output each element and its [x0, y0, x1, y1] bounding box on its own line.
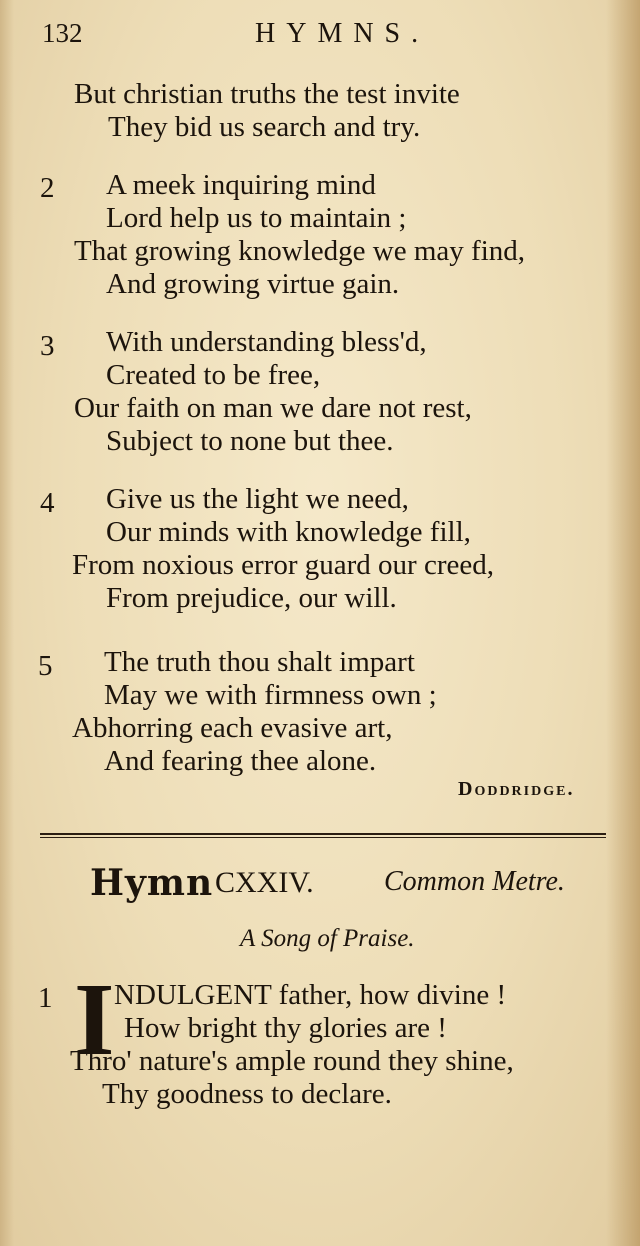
section-divider — [40, 833, 606, 835]
section-divider-thin — [40, 837, 606, 838]
hymn-metre: Common Metre. — [384, 866, 565, 897]
verse-line: From prejudice, our will. — [106, 582, 397, 614]
stanza-number: 5 — [38, 650, 53, 682]
verse-line: Our minds with knowledge fill, — [106, 516, 471, 548]
verse-line: Lord help us to maintain ; — [106, 202, 407, 234]
page-edge-shadow-left — [0, 0, 14, 1246]
verse-line: Abhorring each evasive art, — [72, 712, 393, 744]
stanza-number: 3 — [40, 330, 55, 362]
verse-line: Thro' nature's ample round they shine, — [70, 1045, 514, 1077]
verse-line: The truth thou shalt impart — [104, 646, 415, 678]
verse-line: And growing virtue gain. — [106, 268, 400, 300]
verse-line: Created to be free, — [106, 359, 321, 391]
stanza-number: 2 — [40, 172, 55, 204]
verse-line: NDULGENT father, how divine ! — [114, 979, 507, 1011]
hymn-subtitle: A Song of Praise. — [240, 925, 415, 952]
verse-line: And fearing thee alone. — [104, 745, 377, 777]
verse-line: A meek inquiring mind — [106, 169, 376, 201]
page-number: 132 — [42, 18, 83, 48]
verse-line: With understanding bless'd, — [106, 326, 427, 358]
author-attribution: Doddridge. — [458, 778, 575, 800]
stanza-number: 4 — [40, 487, 55, 519]
verse-line: May we with firmness own ; — [104, 679, 437, 711]
page-edge-shadow-right — [606, 0, 640, 1246]
running-head: HYMNS. — [255, 18, 430, 49]
hymn-number: CXXIV. — [215, 866, 314, 899]
verse-line: From noxious error guard our creed, — [72, 549, 494, 581]
verse-line: How bright thy glories are ! — [124, 1012, 447, 1044]
verse-line: But christian truths the test invite — [74, 78, 460, 110]
drop-cap: I — [74, 962, 115, 1077]
stanza-number: 1 — [38, 982, 53, 1014]
hymn-label: Hymn — [90, 862, 214, 904]
verse-line: Our faith on man we dare not rest, — [74, 392, 472, 424]
verse-line: Subject to none but thee. — [106, 425, 394, 457]
verse-line: That growing knowledge we may find, — [74, 235, 526, 267]
verse-line: They bid us search and try. — [108, 111, 421, 143]
verse-line: Give us the light we need, — [106, 483, 409, 515]
verse-line: Thy goodness to declare. — [102, 1078, 392, 1110]
